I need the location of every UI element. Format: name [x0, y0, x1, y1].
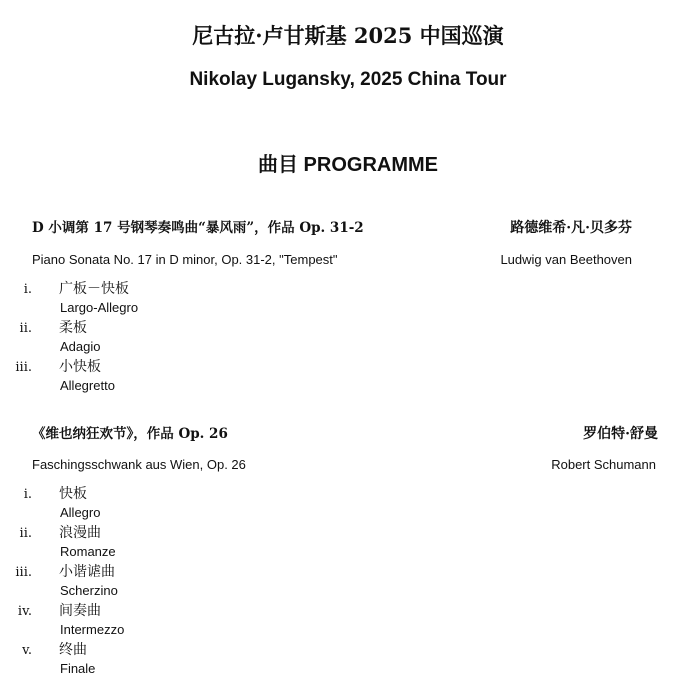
work-title-chinese: 《维也纳狂欢节》，作品 Op. 26: [32, 426, 228, 442]
movement-item: [0, 563, 696, 601]
work-title-english: Piano Sonata No. 17 in D minor, Op. 31-2, "Tempest": [32, 252, 338, 267]
movement-title-english: Adagio: [60, 339, 101, 354]
composer-name-english: Ludwig van Beethoven: [500, 252, 632, 267]
composer-name-chinese: 罗伯特·舒曼: [583, 426, 658, 442]
movement-number: v.: [22, 643, 32, 658]
movement-number: ii.: [19, 526, 32, 541]
movement-number: ii.: [19, 321, 32, 336]
movement-title-chinese: 小快板: [59, 359, 101, 375]
work-title-chinese: D 小调第 17 号钢琴奏鸣曲“暴风雨”，作品 Op. 31-2: [32, 220, 364, 236]
movement-number: iv.: [17, 604, 32, 619]
composer-name-english: Robert Schumann: [551, 457, 656, 472]
movement-title-english: Allegretto: [60, 378, 115, 393]
movement-item: [0, 602, 696, 640]
movement-item: [0, 280, 696, 318]
movement-title-english: Scherzino: [60, 583, 118, 598]
programme-heading: 曲目 PROGRAMME: [258, 154, 438, 176]
movement-title-chinese: 浪漫曲: [59, 525, 101, 541]
movement-title-english: Largo-Allegro: [60, 300, 139, 315]
movement-title-english: Romanze: [60, 544, 116, 559]
movement-item: [0, 319, 696, 357]
movement-title-chinese: 终曲: [59, 642, 87, 658]
movement-title-chinese: 柔板: [59, 320, 87, 336]
work-title-english: Faschingsschwank aus Wien, Op. 26: [32, 457, 246, 472]
movement-number: iii.: [15, 565, 32, 580]
page-title-english: Nikolay Lugansky, 2025 China Tour: [189, 69, 507, 90]
movement-number: i.: [23, 282, 32, 297]
movement-item: [0, 524, 696, 562]
movement-title-chinese: 广板－快板: [59, 281, 129, 297]
movement-title-english: Finale: [60, 661, 96, 676]
movement-item: [0, 485, 696, 523]
movement-title-chinese: 间奏曲: [59, 603, 101, 619]
page-title-chinese: 尼古拉·卢甘斯基 2025 中国巡演: [192, 23, 504, 48]
movement-title-english: Allegro: [60, 505, 101, 520]
movement-number: i.: [23, 487, 32, 502]
movement-title-chinese: 快板: [59, 486, 87, 502]
composer-name-chinese: 路德维希·凡·贝多芬: [510, 220, 632, 236]
movement-number: iii.: [15, 360, 32, 375]
movement-title-chinese: 小谐谑曲: [59, 564, 115, 580]
movement-item: [0, 358, 696, 396]
movement-item: [0, 641, 696, 679]
movement-title-english: Intermezzo: [60, 622, 125, 637]
